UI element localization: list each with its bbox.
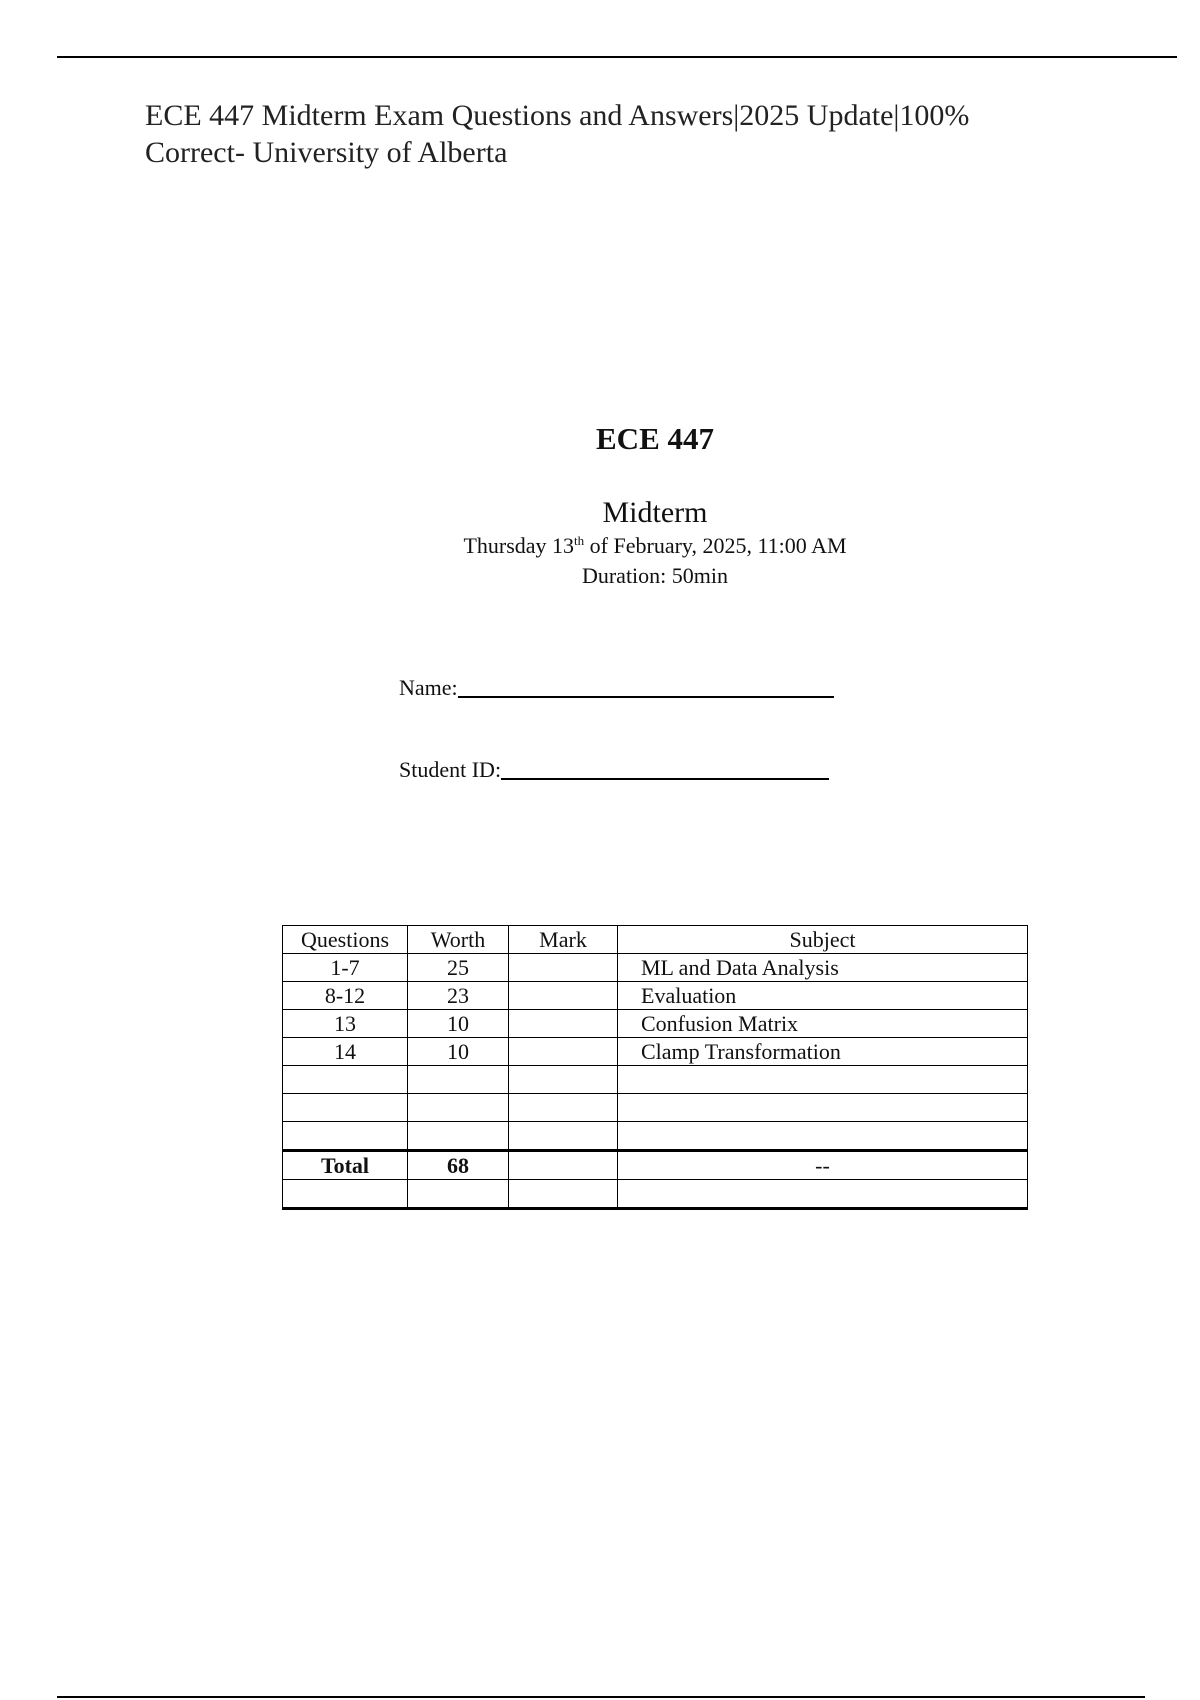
cell-questions: 1-7: [283, 954, 408, 982]
student-id-blank-line[interactable]: [501, 756, 829, 780]
cell-mark: [509, 1094, 618, 1122]
table-row: [283, 1122, 1028, 1151]
exam-date-rest: of February, 2025, 11:00 AM: [584, 533, 847, 558]
exam-duration: Duration: 50min: [581, 563, 729, 588]
cell-subject: Clamp Transformation: [618, 1038, 1028, 1066]
header-mark: Mark: [509, 926, 618, 954]
total-mark: [509, 1151, 618, 1180]
table-row: [283, 1038, 1028, 1066]
cell-mark: [509, 1010, 618, 1038]
exam-date-prefix: Thursday 13: [463, 533, 575, 558]
cell-worth: [408, 1122, 509, 1151]
cell-worth: [408, 1066, 509, 1094]
exam-type: Midterm: [602, 496, 708, 529]
cell-subject: ML and Data Analysis: [618, 954, 1028, 982]
cell-worth: 10: [408, 1010, 509, 1038]
cell-mark: [509, 1180, 618, 1209]
cell-worth: [408, 1180, 509, 1209]
marks-table: [282, 925, 1028, 1210]
cell-worth: 10: [408, 1038, 509, 1066]
table-row: [283, 1010, 1028, 1038]
table-row: [283, 1066, 1028, 1094]
cell-subject: [618, 1122, 1028, 1151]
top-rule: [57, 56, 1177, 58]
total-subject: --: [618, 1151, 1028, 1180]
cell-subject: Evaluation: [618, 982, 1028, 1010]
cell-mark: [509, 1038, 618, 1066]
cell-worth: 25: [408, 954, 509, 982]
name-label: Name:: [399, 675, 458, 700]
name-blank-line[interactable]: [458, 674, 834, 698]
exam-date-ordinal: th: [574, 533, 585, 548]
exam-date: [0, 533, 1200, 559]
header-subject: Subject: [618, 926, 1028, 954]
header-questions: Questions: [283, 926, 408, 954]
cell-questions: 14: [283, 1038, 408, 1066]
table-total-row: [283, 1151, 1028, 1180]
cell-subject: [618, 1066, 1028, 1094]
cell-subject: [618, 1094, 1028, 1122]
cell-mark: [509, 1122, 618, 1151]
table-header-row: [283, 926, 1028, 954]
cell-mark: [509, 982, 618, 1010]
cell-subject: Confusion Matrix: [618, 1010, 1028, 1038]
student-id-label: Student ID:: [399, 757, 502, 782]
table-row: [283, 1094, 1028, 1122]
cell-worth: [408, 1094, 509, 1122]
cell-subject: [618, 1180, 1028, 1209]
total-worth: 68: [408, 1151, 509, 1180]
table-row: [283, 982, 1028, 1010]
cell-questions: 8-12: [283, 982, 408, 1010]
header-worth: Worth: [408, 926, 509, 954]
cell-mark: [509, 954, 618, 982]
total-label: Total: [283, 1151, 408, 1180]
bottom-rule: [57, 1696, 1145, 1698]
cell-questions: [283, 1180, 408, 1209]
cell-questions: [283, 1122, 408, 1151]
table-row: [283, 954, 1028, 982]
name-field: [399, 674, 834, 701]
cell-questions: [283, 1066, 408, 1094]
cell-questions: 13: [283, 1010, 408, 1038]
cell-mark: [509, 1066, 618, 1094]
table-row: [283, 1180, 1028, 1209]
course-code: ECE 447: [596, 421, 714, 456]
student-id-field: [399, 756, 829, 783]
cell-questions: [283, 1094, 408, 1122]
cell-worth: 23: [408, 982, 509, 1010]
document-title: ECE 447 Midterm Exam Questions and Answers|2025 Update|100% Correct- University of Alberta: [145, 99, 970, 169]
